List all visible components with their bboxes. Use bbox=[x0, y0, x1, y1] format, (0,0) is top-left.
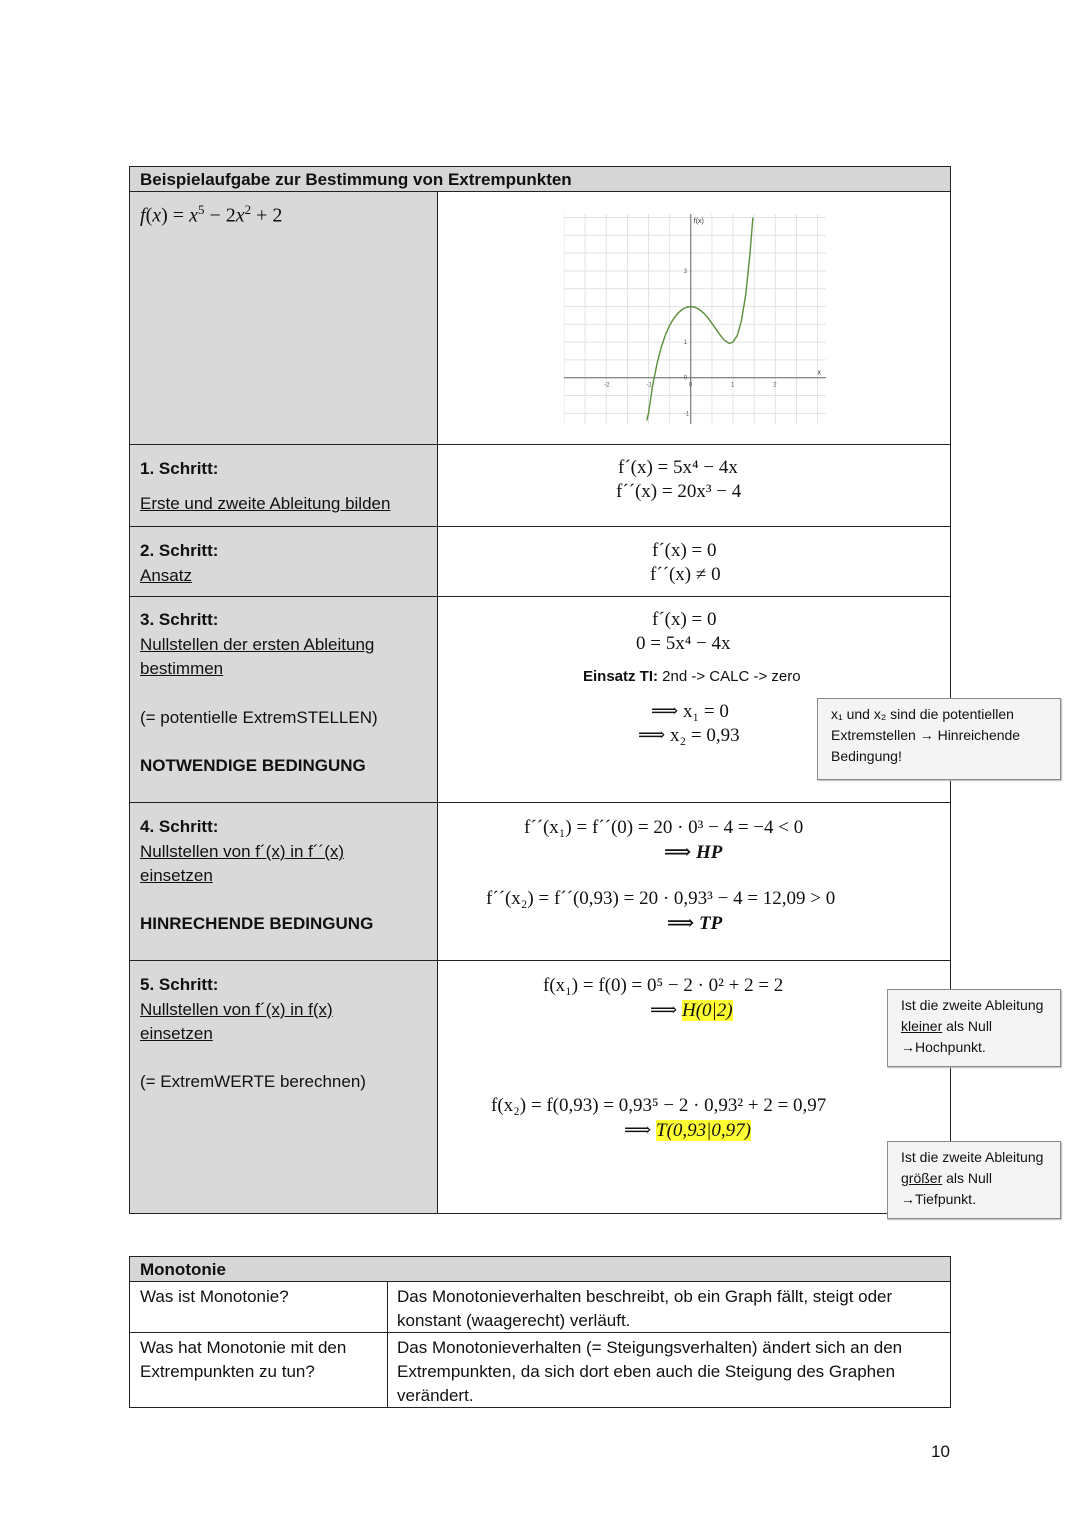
step2-content-cell bbox=[438, 527, 950, 596]
step4-text-line2: einsetzen bbox=[140, 866, 213, 885]
step1-eq1: f´(x) = 5x⁴ − 4x bbox=[618, 457, 738, 478]
step4-result1: ⟹ HP bbox=[664, 842, 723, 863]
monotonie-row-2 bbox=[130, 1333, 950, 1407]
step3-text-line2: bestimmen bbox=[140, 659, 224, 678]
monotonie-question-1: Was ist Monotonie? bbox=[130, 1282, 388, 1332]
function-cell bbox=[130, 192, 438, 444]
step3-condition: NOTWENDIGE BEDINGUNG bbox=[140, 756, 366, 775]
ti-instruction: Einsatz TI: 2nd -> CALC -> zero bbox=[583, 668, 801, 685]
step5-text-line2: einsetzen bbox=[140, 1024, 213, 1043]
step2-eq2: f´´(x) ≠ 0 bbox=[650, 564, 721, 585]
y-tick-label: 1 bbox=[683, 340, 688, 347]
step2-row bbox=[130, 527, 950, 597]
monotonie-question-2: Was hat Monotonie mit den Extrempunkten zu tun? bbox=[130, 1333, 388, 1407]
step3-label-cell bbox=[130, 597, 438, 802]
step4-result2: ⟹ TP bbox=[667, 913, 723, 934]
step4-label-cell bbox=[130, 803, 438, 960]
y-tick-label: -1 bbox=[683, 411, 690, 418]
step1-row bbox=[130, 445, 950, 527]
step5-label-cell bbox=[130, 961, 438, 1213]
hochpunkt-note: Ist die zweite Ableitung kleiner als Null →Hochpunkt. bbox=[887, 989, 1061, 1067]
step3-text-line1: Nullstellen der ersten Ableitung bbox=[140, 635, 375, 654]
step3-note: (= potentielle ExtremSTELLEN) bbox=[140, 708, 378, 727]
y-tick-label: 3 bbox=[683, 268, 688, 275]
step5-text-line1: Nullstellen von f´(x) in f(x) bbox=[140, 1000, 333, 1019]
step3-result2: ⟹ x₂ = 0,93 bbox=[638, 725, 740, 746]
step5-result2: ⟹ T(0,93|0,97) bbox=[624, 1120, 751, 1141]
step1-content-cell bbox=[438, 445, 950, 526]
step4-condition: HINRECHENDE BEDINGUNG bbox=[140, 914, 374, 933]
x-tick-label: 0 bbox=[688, 382, 693, 389]
monotonie-answer-2: Das Monotonieverhalten (= Steigungsverhalten) ändert sich an den Extrempunkten, da sich dort eben auch die Steigung des Graphen verändert. bbox=[397, 1338, 903, 1405]
x-tick-label: 1 bbox=[731, 382, 735, 389]
step1-label-cell bbox=[130, 445, 438, 526]
step3-heading: 3. Schritt: bbox=[140, 610, 219, 629]
highpoint-highlight: H(0|2) bbox=[682, 1000, 733, 1021]
step2-heading: 2. Schritt: bbox=[140, 541, 219, 560]
extremstellen-note: x₁ und x₂ sind die potentiellen Extremstellen → Hinreichende Bedingung! bbox=[817, 698, 1061, 780]
y-axis-label: f(x) bbox=[693, 218, 704, 225]
table-header: Beispielaufgabe zur Bestimmung von Extrempunkten bbox=[130, 167, 950, 192]
step5-eq2: f(x₂) = f(0,93) = 0,93⁵ − 2 · 0,93² + 2 = 0,97 bbox=[491, 1095, 827, 1116]
step5-result1: ⟹ H(0|2) bbox=[650, 1000, 733, 1021]
step1-eq2: f´´(x) = 20x³ − 4 bbox=[616, 481, 742, 502]
x-tick-label: 2 bbox=[773, 382, 777, 389]
step3-result1: ⟹ x₁ = 0 bbox=[651, 701, 729, 722]
step3-eq2: 0 = 5x⁴ − 4x bbox=[636, 633, 731, 654]
step1-text: Erste und zweite Ableitung bilden bbox=[140, 494, 391, 513]
step4-content-cell bbox=[438, 803, 950, 960]
step5-eq1: f(x₁) = f(0) = 0⁵ − 2 · 0² + 2 = 2 bbox=[543, 975, 784, 996]
lowpoint-highlight: T(0,93|0,97) bbox=[656, 1120, 751, 1141]
monotonie-row-1 bbox=[130, 1282, 950, 1333]
step4-row bbox=[130, 803, 950, 961]
tiefpunkt-note: Ist die zweite Ableitung größer als Null →Tiefpunkt. bbox=[887, 1141, 1061, 1219]
step5-content-cell bbox=[438, 961, 950, 1213]
x-axis-label: x bbox=[817, 369, 822, 377]
x-tick-label: -1 bbox=[646, 382, 652, 389]
example-table bbox=[129, 166, 951, 1214]
step5-row bbox=[130, 961, 950, 1213]
step1-heading: 1. Schritt: bbox=[140, 459, 219, 478]
step5-heading: 5. Schritt: bbox=[140, 975, 219, 994]
monotonie-header: Monotonie bbox=[130, 1257, 950, 1282]
function-definition: $f(x) = x^5 - 2x^2 + 2$ bbox=[140, 202, 283, 227]
y-tick-label: 0 bbox=[683, 375, 688, 382]
step2-text: Ansatz bbox=[140, 566, 192, 585]
step4-text-line1: Nullstellen von f´(x) in f´´(x) bbox=[140, 842, 345, 861]
step4-eq1: f´´(x₁) = f´´(0) = 20 · 0³ − 4 = −4 < 0 bbox=[524, 817, 804, 838]
function-row bbox=[130, 192, 950, 445]
step2-label-cell bbox=[130, 527, 438, 596]
monotonie-answer-1: Das Monotonieverhalten beschreibt, ob ein Graph fällt, steigt oder konstant (waagerecht) verläuft. bbox=[397, 1287, 893, 1330]
monotonie-table bbox=[129, 1256, 951, 1408]
step3-eq1: f´(x) = 0 bbox=[652, 609, 717, 630]
function-curve bbox=[647, 218, 753, 421]
step4-heading: 4. Schritt: bbox=[140, 817, 219, 836]
x-tick-label: -2 bbox=[604, 382, 610, 389]
page-number: 10 bbox=[931, 1442, 950, 1461]
step5-note: (= ExtremWERTE berechnen) bbox=[140, 1072, 366, 1091]
function-graph bbox=[564, 214, 826, 424]
step2-eq1: f´(x) = 0 bbox=[652, 540, 717, 561]
step4-eq2: f´´(x₂) = f´´(0,93) = 20 · 0,93³ − 4 = 12,09 > 0 bbox=[486, 888, 836, 909]
graph-cell bbox=[438, 192, 950, 444]
